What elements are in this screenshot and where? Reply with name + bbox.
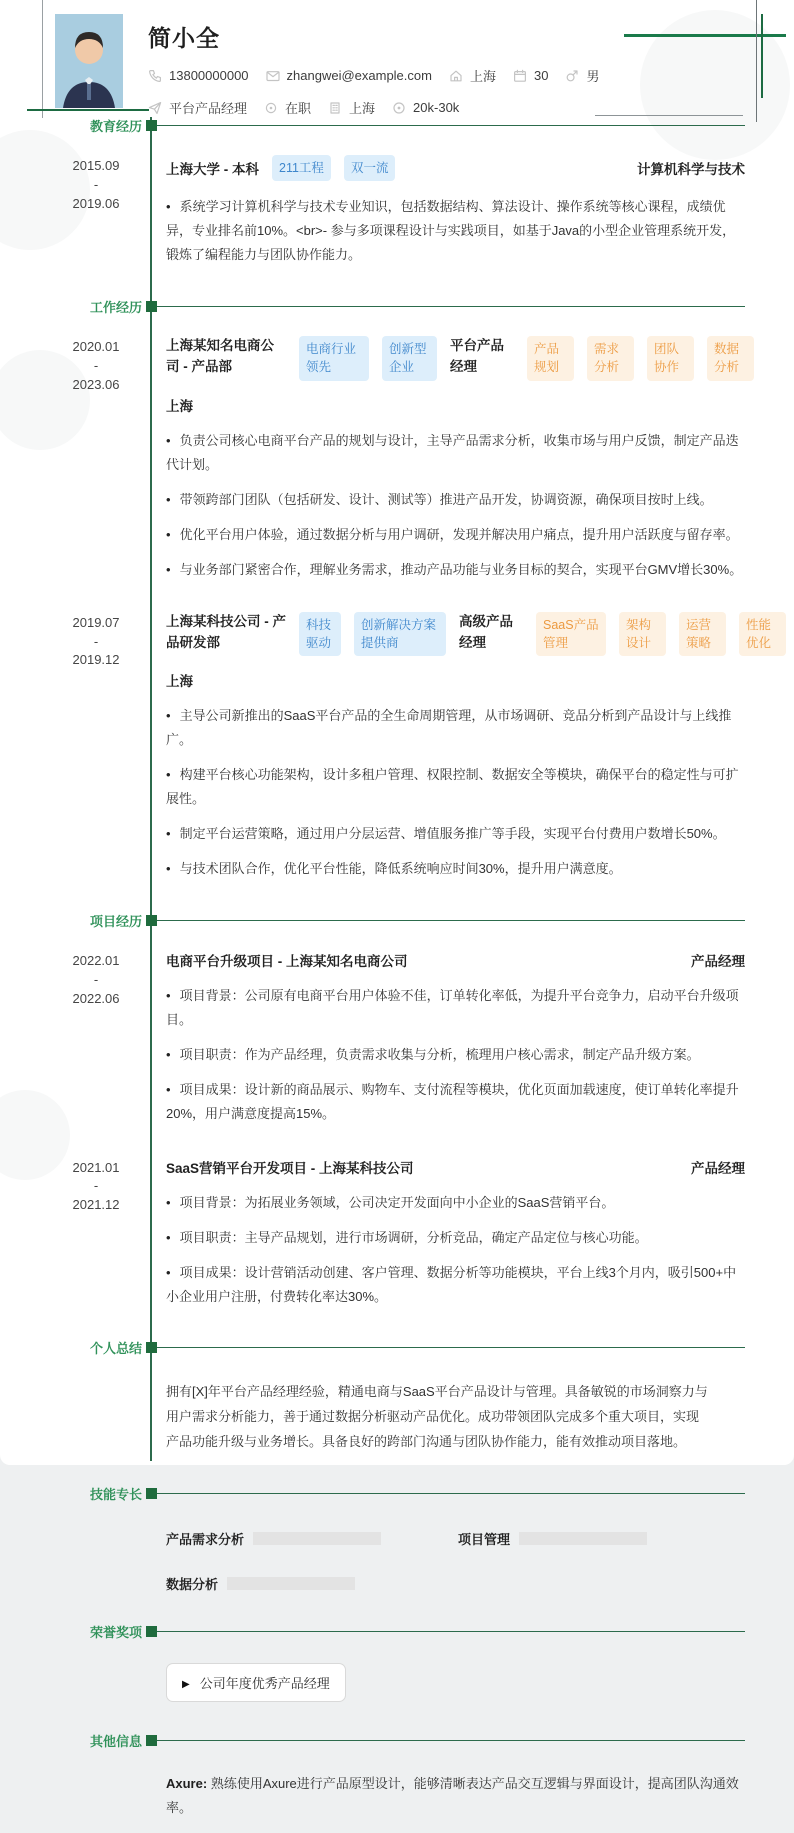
major-name: 计算机科学与技术 (637, 162, 745, 178)
school-name: 上海大学 - 本科 (166, 162, 259, 178)
skill-list (166, 1529, 745, 1593)
job-status (264, 98, 311, 117)
contact-age (513, 68, 548, 83)
section-rule (157, 920, 745, 921)
school-tag: 211工程 (272, 155, 331, 181)
spacer (0, 1501, 151, 1593)
project-bullet: • 项目职责：主导产品规划，进行市场调研，分析竞品，确定产品定位与核心功能。 (166, 1226, 745, 1250)
project-bullet: • 项目背景：为拓展业务领域，公司决定开发面向中小企业的SaaS营销平台。 (166, 1191, 745, 1215)
spacer (0, 1748, 151, 1833)
profile-photo (55, 14, 123, 108)
section-rule (157, 1493, 745, 1494)
work-bullet: • 负责公司核心电商平台产品的规划与设计，主导产品需求分析，收集市场与用户反馈，制定产品迭代计划。 (166, 429, 745, 477)
tool-name: Axure: (166, 1775, 208, 1791)
entry-dates (0, 336, 151, 581)
job-status-value: 在职 (285, 101, 312, 116)
contact-location (449, 66, 496, 85)
skill-tag: 性能优化 (739, 612, 786, 656)
profile-photo-placeholder (55, 14, 123, 108)
contact-phone (148, 68, 249, 83)
honors-entry (0, 1639, 794, 1702)
section-header (0, 118, 794, 132)
section-title: 其他信息 (89, 1734, 142, 1750)
position-title: 平台产品经理 (450, 338, 504, 375)
section-work (0, 299, 794, 881)
skill-bar (519, 1532, 647, 1545)
play-triangle-icon (182, 1675, 190, 1690)
resume-header (0, 0, 794, 116)
skills-entry (0, 1501, 794, 1593)
date-end: 2022.06 (72, 990, 120, 1006)
skill-tag: 产品规划 (527, 336, 574, 380)
section-title: 技能专长 (89, 1487, 142, 1503)
section-honors (0, 1625, 794, 1702)
skill-name: 数据分析 (166, 1576, 219, 1592)
section-title: 项目经历 (89, 913, 142, 929)
work-bullet: • 主导公司新推出的SaaS平台产品的全生命周期管理，从市场调研、竞品分析到产品设计与上线推广。 (166, 704, 745, 752)
date-start: 2015.09 (72, 158, 120, 173)
education-entry (0, 155, 794, 267)
company-tag: 科技驱动 (299, 612, 341, 656)
date-end: 2019.12 (72, 652, 120, 668)
timeline-dot (146, 1626, 157, 1637)
company-tag: 创新型企业 (382, 336, 437, 380)
company-name: 上海某知名电商公司 - 产品部 (166, 338, 274, 375)
date-separator: - (93, 358, 99, 374)
skill-bar (253, 1532, 381, 1545)
date-separator: - (93, 972, 99, 988)
entry-dates (0, 155, 151, 267)
date-start: 2019.07 (72, 614, 120, 630)
project-title: 电商平台升级项目 - 上海某知名电商公司 (166, 954, 408, 970)
section-title: 教育经历 (89, 118, 142, 134)
skill-tag: SaaS产品管理 (536, 612, 606, 656)
phone-icon (148, 69, 162, 83)
work-city-value: 上海 (349, 101, 376, 116)
skill-bar (227, 1577, 355, 1590)
expected-salary (392, 100, 459, 115)
job-intention-value: 平台产品经理 (169, 101, 248, 116)
position-title: 高级产品经理 (459, 613, 513, 650)
date-separator: - (93, 1178, 99, 1194)
project-bullet: • 项目成果：设计营销活动创建、客户管理、数据分析等功能模块，平台上线3个月内，吸引500+中小企业用户注册，付费转化率达30%。 (166, 1261, 745, 1309)
skill-tag: 架构设计 (619, 612, 666, 656)
gender-icon (565, 69, 579, 83)
company-name: 上海某科技公司 - 产品研发部 (166, 613, 286, 650)
education-bullet: • 系统学习计算机科学与技术专业知识，包括数据结构、算法设计、操作系统等核心课程，成绩优异，专业排名前10%。<br>- 参与多项课程设计与实践项目，如基于Java的小型企业管理系统开发，锻炼了编程能力与团队协作能力。 (166, 195, 745, 267)
project-bullet: • 项目成果：设计新的商品展示、购物车、支付流程等模块，优化页面加载速度，使订单转化率提升20%，用户满意度提高15%。 (166, 1078, 745, 1126)
tool-desc: 熟练使用Axure进行产品原型设计，能够清晰表达产品交互逻辑与界面设计，提高团队沟通效率。 (166, 1775, 739, 1815)
other-info-line (166, 1772, 745, 1820)
date-end: 2019.06 (72, 195, 120, 211)
project-entry (0, 1157, 794, 1309)
work-bullet: • 优化平台用户体验，通过数据分析与用户调研，发现并解决用户痛点，提升用户活跃度与留存率。 (166, 523, 745, 547)
section-other (0, 1734, 794, 1833)
date-start: 2020.01 (72, 339, 120, 355)
date-start: 2022.01 (72, 953, 120, 969)
email-value: zhangwei@example.com (286, 68, 432, 83)
decor-line (595, 115, 743, 116)
entry-dates (0, 950, 151, 1126)
honor-badge[interactable] (166, 1663, 346, 1702)
age-value: 30 (533, 68, 549, 83)
resume-body (0, 118, 794, 1833)
section-rule (157, 1740, 745, 1741)
school-tag: 双一流 (344, 155, 396, 181)
work-bullet: • 制定平台运营策略，通过用户分层运营、增值服务推广等手段，实现平台付费用户数增长50%。 (166, 822, 745, 846)
project-role: 产品经理 (691, 1160, 745, 1176)
entry-dates (0, 612, 151, 882)
date-end: 2021.12 (72, 1197, 120, 1213)
work-bullet: • 构建平台核心功能架构，设计多租户管理、权限控制、数据安全等模块，确保平台的稳定性与可扩展性。 (166, 763, 745, 811)
work-entry (0, 612, 794, 882)
section-rule (157, 125, 745, 126)
work-entry (0, 336, 794, 581)
work-bullet: • 与技术团队合作，优化平台性能，降低系统响应时间30%，提升用户满意度。 (166, 857, 745, 881)
contact-gender (565, 66, 599, 85)
project-entry (0, 950, 794, 1126)
skill-tag: 运营策略 (679, 612, 726, 656)
section-title: 个人总结 (89, 1341, 142, 1357)
gender-value: 男 (586, 69, 600, 84)
timeline-dot (146, 120, 157, 131)
section-header (0, 1487, 794, 1501)
skill-item (458, 1529, 745, 1548)
section-header (0, 1625, 794, 1639)
section-title: 工作经历 (89, 299, 142, 315)
summary-text: 拥有[X]年平台产品经理经验，精通电商与SaaS平台产品设计与管理。具备敏锐的市场洞察力与用户需求分析能力，善于通过数据分析驱动产品优化。成功带领团队完成多个重大项目，实现产品功能升级与业务增长。具备良好的跨部门沟通与团队协作能力，能有效推动项目落地。 (166, 1383, 708, 1450)
contact-row-2 (148, 98, 599, 117)
phone-value: 13800000000 (169, 68, 249, 83)
section-header (0, 1341, 794, 1355)
timeline-dot (146, 1488, 157, 1499)
section-header (0, 1734, 794, 1748)
summary-entry (0, 1378, 794, 1455)
entry-dates (0, 1157, 151, 1309)
section-header (0, 299, 794, 313)
timeline-dot (146, 301, 157, 312)
job-status-icon (264, 101, 278, 115)
contact-row-1 (148, 66, 599, 85)
work-location: 上海 (166, 674, 193, 689)
work-bullet: • 带领跨部门团队（包括研发、设计、测试等）推进产品开发，协调资源，确保项目按时上线。 (166, 488, 745, 512)
job-intention (148, 98, 247, 117)
section-title: 荣誉奖项 (89, 1625, 142, 1641)
project-bullet: • 项目背景：公司原有电商平台用户体验不佳，订单转化率低，为提升平台竞争力，启动平台升级项目。 (166, 984, 745, 1032)
skill-tag: 需求分析 (587, 336, 634, 380)
section-header (0, 913, 794, 927)
section-summary (0, 1341, 794, 1455)
spacer (0, 1378, 151, 1455)
home-icon (449, 69, 463, 83)
city-icon (328, 101, 342, 115)
work-city (328, 98, 375, 117)
age-icon (513, 69, 527, 83)
salary-value: 20k-30k (413, 100, 460, 115)
work-location: 上海 (166, 398, 193, 414)
date-separator: - (93, 176, 99, 192)
job-intention-icon (148, 101, 162, 115)
date-separator: - (93, 633, 99, 649)
section-education (0, 118, 794, 267)
section-rule (157, 1347, 745, 1348)
project-bullet: • 项目职责：作为产品经理，负责需求收集与分析，梳理用户核心需求，制定产品升级方案。 (166, 1043, 745, 1067)
timeline-dot (146, 915, 157, 926)
company-tag: 电商行业领先 (299, 336, 369, 380)
candidate-name: 简小全 (148, 25, 220, 51)
contact-email (266, 68, 432, 83)
date-end: 2023.06 (72, 376, 120, 392)
skill-tag: 数据分析 (707, 336, 754, 380)
email-icon (266, 69, 280, 83)
work-bullet: • 与业务部门紧密合作，理解业务需求，推动产品功能与业务目标的契合，实现平台GMV增长30%。 (166, 558, 745, 582)
other-entry (0, 1748, 794, 1833)
skill-item (166, 1574, 458, 1593)
section-rule (157, 306, 745, 307)
project-title: SaaS营销平台开发项目 - 上海某科技公司 (166, 1160, 414, 1176)
skill-name: 项目管理 (458, 1531, 511, 1547)
skill-tag: 团队协作 (647, 336, 694, 380)
skill-name: 产品需求分析 (166, 1531, 245, 1547)
skill-item (166, 1529, 458, 1548)
timeline-dot (146, 1735, 157, 1746)
section-rule (157, 1631, 745, 1632)
honor-label: 公司年度优秀产品经理 (199, 1675, 330, 1691)
location-value: 上海 (469, 69, 496, 84)
spacer (0, 1639, 151, 1702)
date-start: 2021.01 (72, 1159, 120, 1175)
company-tag: 创新解决方案提供商 (354, 612, 446, 656)
section-projects (0, 913, 794, 1308)
section-skills (0, 1487, 794, 1593)
project-role: 产品经理 (691, 954, 745, 970)
timeline-dot (146, 1342, 157, 1353)
salary-icon (392, 101, 406, 115)
